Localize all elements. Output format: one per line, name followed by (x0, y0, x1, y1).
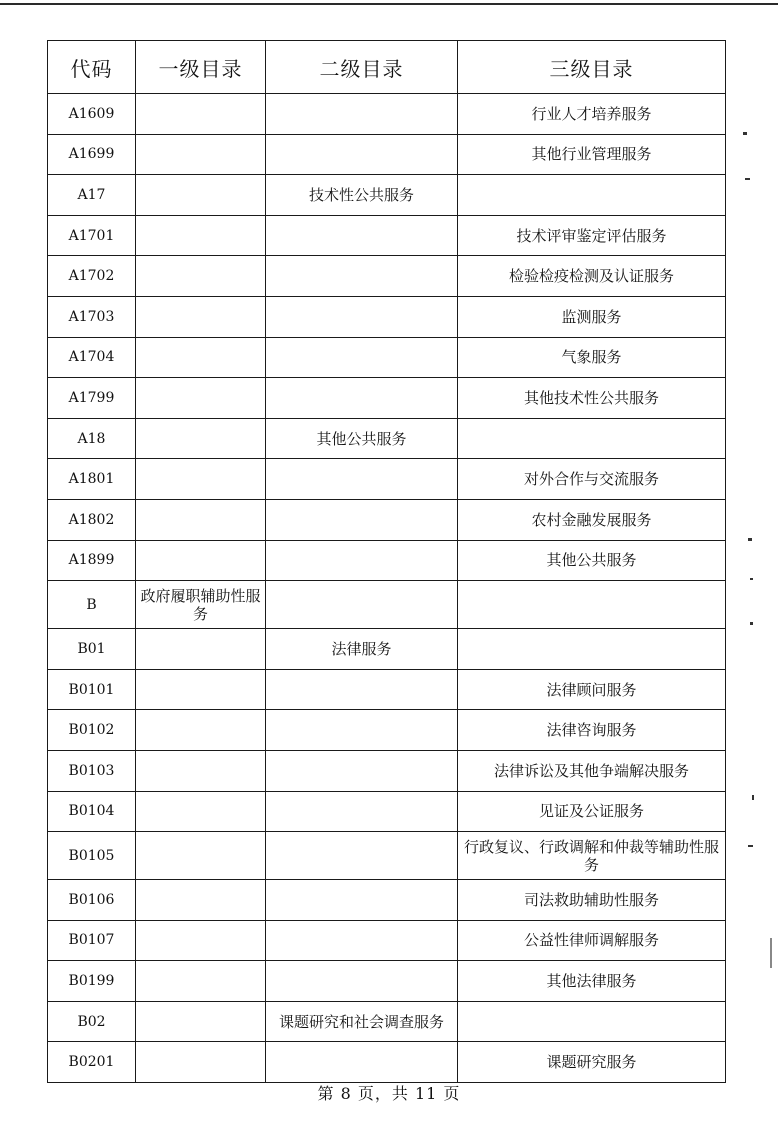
header-level2: 二级目录 (266, 41, 458, 94)
cell-level2: 法律服务 (266, 629, 458, 670)
cell-code: B0106 (48, 880, 136, 921)
scan-speck (748, 845, 753, 847)
cell-code: A1899 (48, 540, 136, 581)
cell-code: B02 (48, 1001, 136, 1042)
cell-level3: 司法救助辅助性服务 (458, 880, 726, 921)
cell-code: B0107 (48, 920, 136, 961)
cell-level2 (266, 296, 458, 337)
scan-speck (748, 538, 752, 541)
table-row (48, 961, 726, 1002)
table-body (48, 94, 726, 1083)
table-row (48, 710, 726, 751)
cell-code: A1799 (48, 378, 136, 419)
cell-level3: 其他法律服务 (458, 961, 726, 1002)
table-row (48, 296, 726, 337)
scan-speck (750, 578, 753, 580)
cell-code: B (48, 581, 136, 629)
cell-level2 (266, 750, 458, 791)
table-row (48, 378, 726, 419)
cell-level3 (458, 1001, 726, 1042)
cell-code: B0104 (48, 791, 136, 832)
cell-level1 (136, 669, 266, 710)
cell-level2 (266, 499, 458, 540)
cell-code: A1703 (48, 296, 136, 337)
cell-level3: 公益性律师调解服务 (458, 920, 726, 961)
cell-level2 (266, 256, 458, 297)
table-row (48, 499, 726, 540)
cell-level1 (136, 832, 266, 880)
table-row (48, 459, 726, 500)
cell-code: B0102 (48, 710, 136, 751)
cell-code: B01 (48, 629, 136, 670)
table-row (48, 337, 726, 378)
cell-code: A1609 (48, 94, 136, 135)
catalog-table (47, 40, 726, 1083)
cell-level2 (266, 880, 458, 921)
cell-level1 (136, 459, 266, 500)
cell-level2: 其他公共服务 (266, 418, 458, 459)
cell-level1 (136, 215, 266, 256)
cell-code: A1802 (48, 499, 136, 540)
header-code: 代码 (48, 41, 136, 94)
cell-level1 (136, 1042, 266, 1083)
table-row (48, 540, 726, 581)
cell-level1 (136, 540, 266, 581)
cell-level1 (136, 1001, 266, 1042)
cell-level1 (136, 296, 266, 337)
cell-code: B0201 (48, 1042, 136, 1083)
cell-level1 (136, 629, 266, 670)
cell-code: A1704 (48, 337, 136, 378)
cell-code: A17 (48, 175, 136, 216)
header-level3: 三级目录 (458, 41, 726, 94)
cell-level2 (266, 378, 458, 419)
cell-code: B0101 (48, 669, 136, 710)
table-row (48, 581, 726, 629)
scan-speck (745, 178, 750, 180)
cell-level1 (136, 710, 266, 751)
cell-level1 (136, 134, 266, 175)
cell-code: A1699 (48, 134, 136, 175)
table-row (48, 669, 726, 710)
cell-code: A1701 (48, 215, 136, 256)
cell-level1 (136, 418, 266, 459)
cell-level3 (458, 581, 726, 629)
cell-level2: 技术性公共服务 (266, 175, 458, 216)
cell-level3 (458, 175, 726, 216)
cell-level1 (136, 791, 266, 832)
table-row (48, 94, 726, 135)
cell-level2 (266, 337, 458, 378)
cell-level2 (266, 94, 458, 135)
cell-level3: 法律诉讼及其他争端解决服务 (458, 750, 726, 791)
cell-level1 (136, 256, 266, 297)
scan-speck (743, 132, 747, 135)
scan-speck (752, 795, 754, 800)
scan-speck (750, 622, 753, 625)
table-row (48, 134, 726, 175)
cell-level3: 对外合作与交流服务 (458, 459, 726, 500)
cell-level1 (136, 337, 266, 378)
cell-level1 (136, 750, 266, 791)
cell-level2: 课题研究和社会调查服务 (266, 1001, 458, 1042)
cell-level1 (136, 499, 266, 540)
cell-level2 (266, 832, 458, 880)
cell-level1 (136, 920, 266, 961)
cell-level3: 课题研究服务 (458, 1042, 726, 1083)
cell-code: B0103 (48, 750, 136, 791)
cell-level2 (266, 669, 458, 710)
header-level1: 一级目录 (136, 41, 266, 94)
table-row (48, 791, 726, 832)
page-number-footer: 第 8 页，共 11 页 (317, 1084, 461, 1103)
cell-level3 (458, 418, 726, 459)
cell-level2 (266, 920, 458, 961)
cell-level2 (266, 134, 458, 175)
cell-level3: 检验检疫检测及认证服务 (458, 256, 726, 297)
cell-level2 (266, 791, 458, 832)
cell-level2 (266, 459, 458, 500)
table-row (48, 215, 726, 256)
cell-level3: 其他技术性公共服务 (458, 378, 726, 419)
table-row (48, 175, 726, 216)
cell-level3: 法律咨询服务 (458, 710, 726, 751)
scan-speck (770, 938, 772, 968)
cell-level2 (266, 710, 458, 751)
cell-level1 (136, 378, 266, 419)
table-row (48, 1042, 726, 1083)
cell-level3: 见证及公证服务 (458, 791, 726, 832)
cell-code: A1801 (48, 459, 136, 500)
cell-level3: 行业人才培养服务 (458, 94, 726, 135)
table-row (48, 1001, 726, 1042)
cell-level3: 技术评审鉴定评估服务 (458, 215, 726, 256)
cell-level2 (266, 1042, 458, 1083)
cell-level3: 监测服务 (458, 296, 726, 337)
cell-level3: 法律顾问服务 (458, 669, 726, 710)
cell-code: A18 (48, 418, 136, 459)
cell-code: B0105 (48, 832, 136, 880)
table-row (48, 920, 726, 961)
table-row (48, 629, 726, 670)
table-header-row (48, 41, 726, 94)
cell-level2 (266, 581, 458, 629)
cell-level3: 农村金融发展服务 (458, 499, 726, 540)
table-row (48, 880, 726, 921)
cell-level3: 其他公共服务 (458, 540, 726, 581)
cell-level1 (136, 94, 266, 135)
table-row (48, 832, 726, 880)
cell-level3: 气象服务 (458, 337, 726, 378)
table-row (48, 418, 726, 459)
table-row (48, 256, 726, 297)
cell-level3 (458, 629, 726, 670)
cell-level2 (266, 961, 458, 1002)
cell-code: A1702 (48, 256, 136, 297)
cell-level1: 政府履职辅助性服务 (136, 581, 266, 629)
cell-level2 (266, 215, 458, 256)
cell-level2 (266, 540, 458, 581)
cell-level1 (136, 175, 266, 216)
cell-level3: 行政复议、行政调解和仲裁等辅助性服务 (458, 832, 726, 880)
table-row (48, 750, 726, 791)
cell-code: B0199 (48, 961, 136, 1002)
top-border-line (0, 3, 778, 5)
cell-level1 (136, 880, 266, 921)
cell-level3: 其他行业管理服务 (458, 134, 726, 175)
cell-level1 (136, 961, 266, 1002)
